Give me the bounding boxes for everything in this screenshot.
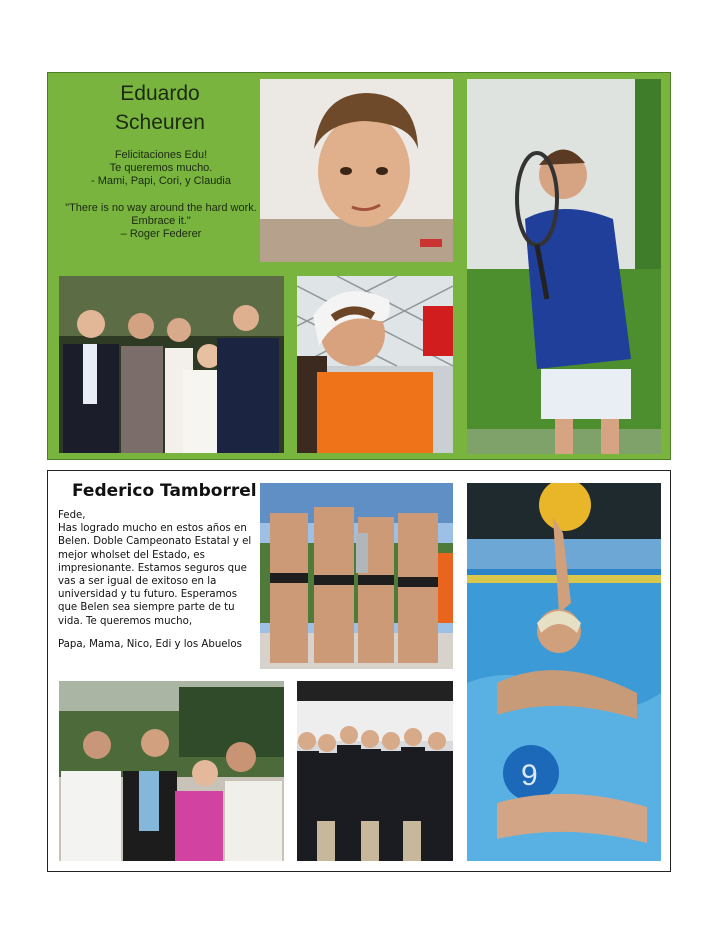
family-photo (59, 276, 284, 453)
greeting: Fede, (58, 510, 86, 521)
message-body: Has logrado mucho en estos años en Belen. Doble Campeonato Estatal y el mejor wholset del Estado, es impresionante. Estamos seguros que vas a ser igual de exitoso en la universidad y tu futuro. Esperamos que Belen sea siempre parte de tu vida. Te queremos mucho, (58, 523, 252, 627)
quote-author: – Roger Federer (120, 228, 202, 240)
team-trophy-photo (260, 483, 453, 669)
message-line: Te queremos mucho. (109, 162, 213, 174)
federico-tribute-panel (47, 470, 671, 872)
federico-message (58, 509, 258, 651)
family-group-photo (59, 681, 284, 861)
tennis-player-photo (467, 79, 661, 454)
federico-name: Federico Tamborrel (72, 481, 257, 501)
signature: Papa, Mama, Nico, Edi y los Abuelos (58, 638, 242, 650)
cap-number: 9 (521, 759, 538, 792)
eduardo-tribute-panel (47, 72, 671, 460)
water-polo-player-photo (467, 483, 661, 861)
message-line: - Mami, Papi, Cori, y Claudia (91, 175, 231, 187)
message-line: Felicitaciones Edu! (114, 149, 208, 161)
eduardo-message (56, 149, 266, 255)
federer-quote: "There is no way around the hard work. Embrace it." (65, 202, 257, 227)
helmet-child-photo (297, 276, 453, 453)
child-portrait-photo (260, 79, 453, 262)
eduardo-name: Eduardo Scheuren (115, 82, 205, 134)
team-in-suits-photo (297, 681, 453, 861)
